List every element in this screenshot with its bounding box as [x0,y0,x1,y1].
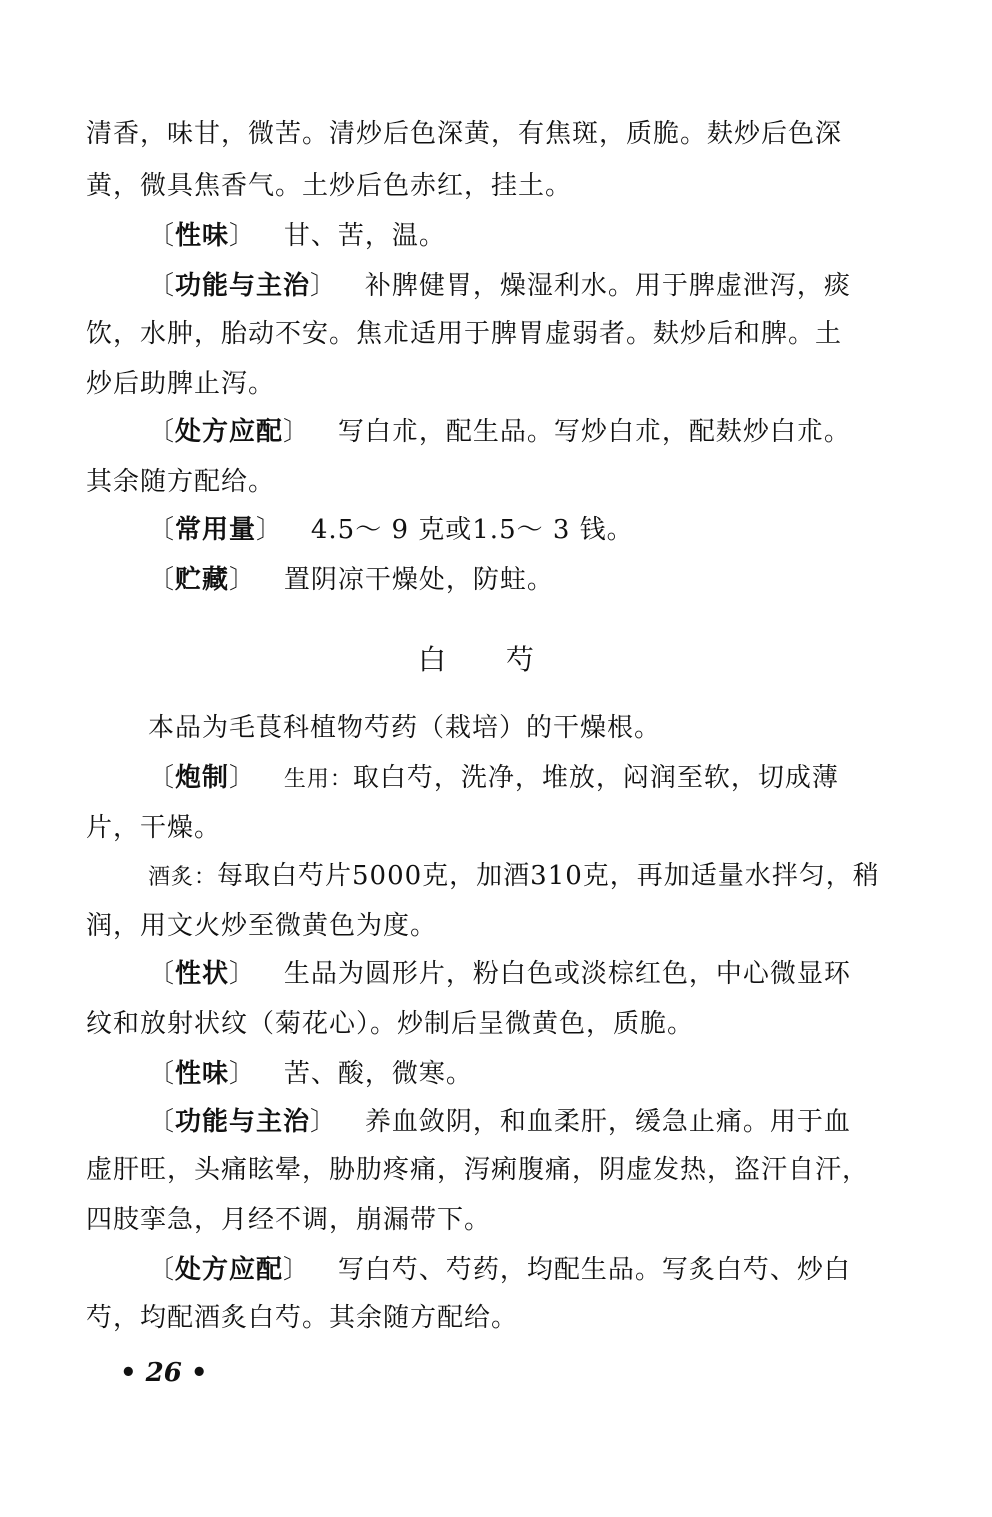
body-text-line: 四肢挛急，月经不调，崩漏带下。 [86,1205,492,1235]
entry-chufang: 〔处方应配〕 写白芍、芍药，均配生品。写炙白芍、炒白 [148,1255,851,1285]
entry-text: 4.5～ 9 克或1.5～ 3 钱。 [310,515,634,545]
entry-text: 写白朮，配生品。写炒白朮，配麸炒白朮。 [337,417,851,447]
entry-text: 补脾健胃，燥湿利水。用于脾虚泄泻，痰 [364,271,851,301]
body-text-line: 其余随方配给。 [86,467,276,497]
entry-gongneng: 〔功能与主治〕 补脾健胃，燥湿利水。用于脾虚泄泻，痰 [148,271,851,301]
body-text-line: 润，用文火炒至微黄色为度。 [86,911,438,941]
entry-label: 性味 [175,221,230,251]
entry-label: 性味 [175,1059,230,1089]
entry-text: 取白芍，洗净，堆放，闷润至软，切成薄 [352,763,839,793]
entry-label: 功能与主治 [175,1107,311,1137]
body-text-line: 黄，微具焦香气。土炒后色赤红，挂土。 [86,171,573,201]
body-text-line: 虚肝旺，头痛眩晕，胁肋疼痛，泻痢腹痛，阴虚发热，盗汗自汗， [86,1155,870,1185]
body-text-line: 片，干燥。 [86,813,222,843]
entry-gongneng: 〔功能与主治〕 养血敛阴，和血柔肝，缓急止痛。用于血 [148,1107,851,1137]
entry-xingwei: 〔性味〕 甘、苦，温。 [148,221,446,251]
entry-sublabel: 生用： [283,767,353,792]
entry-text: 写白芍、芍药，均配生品。写炙白芍、炒白 [337,1255,851,1285]
entry-label: 贮藏 [175,565,230,595]
entry-changyong: 〔常用量〕 4.5～ 9 克或1.5～ 3 钱。 [148,515,634,545]
page-number: • 26 • [120,1358,208,1388]
entry-text: 生品为圆形片，粉白色或淡棕红色，中心微显环 [283,959,851,989]
entry-xingwei: 〔性味〕 苦、酸，微寒。 [148,1059,473,1089]
entry-text: 养血敛阴，和血柔肝，缓急止痛。用于血 [364,1107,851,1137]
entry-label: 处方应配 [175,1255,284,1285]
entry-label: 常用量 [175,515,257,545]
entry-label: 性状 [175,959,230,989]
entry-label: 处方应配 [175,417,284,447]
body-text-line: 本品为毛茛科植物芍药（栽培）的干燥根。 [148,713,662,743]
entry-paozhi: 〔炮制〕 生用：取白芍，洗净，堆放，闷润至软，切成薄 [148,763,839,793]
body-text-line: 饮，水肿，胎动不安。焦朮适用于脾胃虚弱者。麸炒后和脾。土 [86,319,843,349]
body-text-line: 芍，均配酒炙白芍。其余随方配给。 [86,1303,519,1333]
body-text-line: 炒后助脾止泻。 [86,369,276,399]
entry-xingzhuang: 〔性状〕 生品为圆形片，粉白色或淡棕红色，中心微显环 [148,959,851,989]
entry-jiuzhi [148,860,880,894]
entry-label: 功能与主治 [175,271,311,301]
entry-label: 炮制 [175,763,230,793]
entry-text: 苦、酸，微寒。 [283,1059,473,1089]
body-text-line: 纹和放射状纹（菊花心）。炒制后呈微黄色，质脆。 [86,1009,695,1039]
body-text-line: 清香，味甘，微苦。清炒后色深黄，有焦斑，质脆。麸炒后色深 [86,119,843,149]
entry-text: 每取白芍片5000克，加酒310克，再加适量水拌匀，稍 [217,861,880,891]
section-title: 白芍 [418,643,595,676]
entry-text: 甘、苦，温。 [283,221,446,251]
entry-text: 置阴凉干燥处，防蛀。 [283,565,554,595]
entry-sublabel: 酒炙： [148,865,218,890]
entry-zhucang: 〔贮藏〕 置阴凉干燥处，防蛀。 [148,565,554,595]
entry-chufang: 〔处方应配〕 写白朮，配生品。写炒白朮，配麸炒白朮。 [148,417,851,447]
